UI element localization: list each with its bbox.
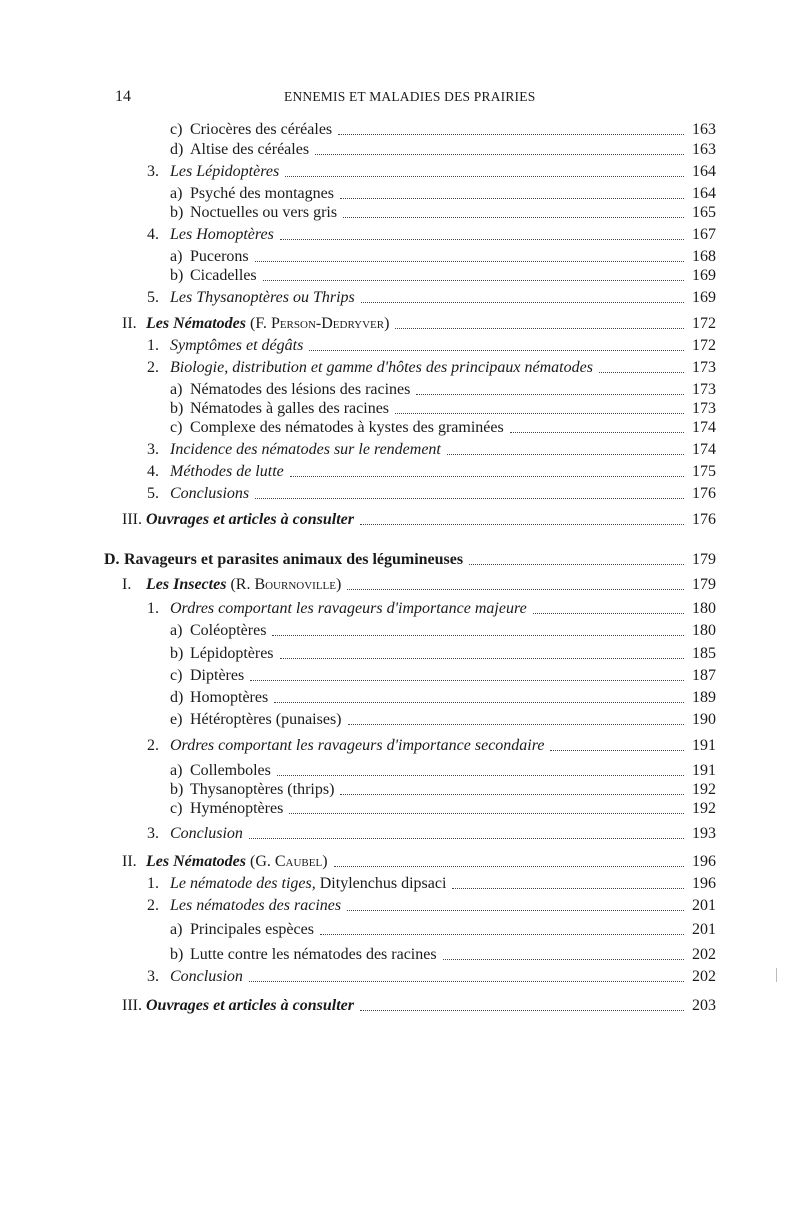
leader-dots xyxy=(416,394,684,395)
entry-title-part: Cicadelles xyxy=(190,267,257,284)
entry-title-part: Conclusions xyxy=(170,485,250,502)
toc-entry xyxy=(170,761,716,781)
toc-entry xyxy=(122,852,716,872)
entry-title-part: Ditylenchus dipsaci xyxy=(315,875,447,892)
toc-entry xyxy=(170,184,716,204)
entry-page-number: 192 xyxy=(692,800,716,817)
toc-entry xyxy=(122,314,716,334)
entry-title-part: Le nématode des tiges, xyxy=(170,875,316,892)
entry-number: b) xyxy=(170,400,184,417)
toc-entry xyxy=(170,203,716,223)
entry-title-part: Symptômes et dégâts xyxy=(170,337,304,354)
toc-entry xyxy=(147,599,716,619)
entry-page-number: 175 xyxy=(692,463,716,480)
entry-title-part: Hyménoptères xyxy=(190,800,284,817)
entry-title xyxy=(170,824,243,844)
page-number: 14 xyxy=(115,88,131,105)
entry-page-number: 190 xyxy=(692,711,716,728)
leader-dots xyxy=(334,866,684,867)
entry-title xyxy=(190,247,249,267)
entry-title-part: Noctuelles ou vers gris xyxy=(190,204,338,221)
entry-title xyxy=(190,920,314,940)
entry-title xyxy=(146,510,354,530)
entry-page-number: 191 xyxy=(692,762,716,779)
entry-title xyxy=(190,140,309,160)
entry-title-part: Hétéroptères (punaises) xyxy=(190,711,342,728)
entry-title xyxy=(190,799,283,819)
leader-dots xyxy=(277,775,684,776)
entry-title-part: Nématodes des lésions des racines xyxy=(190,381,411,398)
entry-title-part: ) xyxy=(384,315,390,332)
entry-title-part: Thysanoptères (thrips) xyxy=(190,781,335,798)
leader-dots xyxy=(348,724,685,725)
entry-number: II. xyxy=(122,853,137,870)
entry-number: 4. xyxy=(147,463,159,480)
entry-title-part: Les Nématodes xyxy=(146,315,246,332)
entry-title xyxy=(190,184,334,204)
entry-title xyxy=(146,996,354,1016)
entry-page-number: 193 xyxy=(692,825,716,842)
leader-dots xyxy=(320,934,684,935)
toc-entry xyxy=(147,736,716,756)
entry-title xyxy=(190,621,266,641)
entry-title xyxy=(190,203,337,223)
leader-dots xyxy=(290,476,684,477)
entry-title xyxy=(190,120,332,140)
entry-title xyxy=(146,575,341,595)
toc-entry xyxy=(170,666,716,686)
entry-page-number: 176 xyxy=(692,511,716,528)
leader-dots xyxy=(347,910,684,911)
entry-title xyxy=(190,688,268,708)
entry-title-part: (R. xyxy=(226,576,255,593)
entry-title-part: Ouvrages et articles à consulter xyxy=(146,511,354,528)
entry-title-part: Ordres comportant les ravageurs d'importance majeure xyxy=(170,600,527,617)
entry-title-part: Lutte contre les nématodes des racines xyxy=(190,946,437,963)
leader-dots xyxy=(550,750,684,751)
toc-entry xyxy=(170,140,716,160)
leader-dots xyxy=(250,680,684,681)
entry-title xyxy=(170,440,441,460)
entry-number: 5. xyxy=(147,289,159,306)
entry-title-part: ) xyxy=(322,853,328,870)
entry-title xyxy=(170,462,284,482)
leader-dots xyxy=(280,658,684,659)
toc-entry xyxy=(147,874,716,894)
entry-title-part: Les Homoptères xyxy=(170,226,274,243)
entry-page-number: 180 xyxy=(692,622,716,639)
leader-dots xyxy=(263,280,684,281)
entry-number: b) xyxy=(170,645,184,662)
running-title: ENNEMIS ET MALADIES DES PRAIRIES xyxy=(284,89,536,104)
entry-page-number: 185 xyxy=(692,645,716,662)
entry-number: a) xyxy=(170,921,183,938)
entry-title-part: Incidence des nématodes sur le rendement xyxy=(170,441,441,458)
entry-title xyxy=(190,266,257,286)
entry-number: c) xyxy=(170,667,183,684)
entry-number: III. xyxy=(122,511,142,528)
toc-entry xyxy=(104,550,716,570)
entry-title xyxy=(190,644,274,664)
leader-dots xyxy=(347,589,684,590)
entry-number: b) xyxy=(170,946,184,963)
entry-title-part: Ravageurs et parasites animaux des légumineuses xyxy=(124,551,464,568)
entry-title xyxy=(170,736,544,756)
toc-entry xyxy=(170,418,716,438)
leader-dots xyxy=(443,959,684,960)
entry-number: d) xyxy=(170,141,184,158)
entry-number: 3. xyxy=(147,825,159,842)
leader-dots xyxy=(469,564,684,565)
entry-title-part: Coléoptères xyxy=(190,622,267,639)
leader-dots xyxy=(289,813,684,814)
entry-number: 1. xyxy=(147,600,159,617)
toc-entry xyxy=(147,824,716,844)
entry-page-number: 167 xyxy=(692,226,716,243)
entry-title xyxy=(190,780,334,800)
entry-page-number: 187 xyxy=(692,667,716,684)
entry-page-number: 191 xyxy=(692,737,716,754)
entry-title xyxy=(170,599,527,619)
entry-title-part: Biologie, distribution et gamme d'hôtes des principaux nématodes xyxy=(170,359,593,376)
entry-number: 3. xyxy=(147,968,159,985)
entry-page-number: 202 xyxy=(692,946,716,963)
entry-title xyxy=(146,852,328,872)
entry-number: 1. xyxy=(147,337,159,354)
entry-title-part: Complexe des nématodes à kystes des graminées xyxy=(190,419,504,436)
entry-title-part: Psyché des montagnes xyxy=(190,185,334,202)
leader-dots xyxy=(272,635,684,636)
entry-title-part: Ouvrages et articles à consulter xyxy=(146,997,354,1014)
toc-entry xyxy=(170,920,716,940)
entry-number: 1. xyxy=(147,875,159,892)
entry-number: a) xyxy=(170,381,183,398)
toc-entry xyxy=(147,484,716,504)
entry-number: b) xyxy=(170,204,184,221)
toc-entry xyxy=(147,896,716,916)
entry-title-part: Ordres comportant les ravageurs d'importance secondaire xyxy=(170,737,545,754)
entry-title-part: Les Thysanoptères ou Thrips xyxy=(170,289,355,306)
leader-dots xyxy=(309,350,684,351)
entry-page-number: 176 xyxy=(692,485,716,502)
entry-title-part: Diptères xyxy=(190,667,245,684)
entry-page-number: 203 xyxy=(692,997,716,1014)
entry-page-number: 179 xyxy=(692,576,716,593)
entry-title-part: Lépidoptères xyxy=(190,645,274,662)
entry-number: 2. xyxy=(147,737,159,754)
entry-title-part: ) xyxy=(336,576,342,593)
leader-dots xyxy=(395,328,684,329)
entry-page-number: 165 xyxy=(692,204,716,221)
leader-dots xyxy=(255,261,684,262)
entry-title-part: Principales espèces xyxy=(190,921,314,938)
entry-page-number: 173 xyxy=(692,400,716,417)
entry-title xyxy=(170,896,341,916)
entry-number: a) xyxy=(170,622,183,639)
entry-page-number: 164 xyxy=(692,185,716,202)
toc-entry xyxy=(147,440,716,460)
toc-entry xyxy=(147,288,716,308)
leader-dots xyxy=(315,154,684,155)
entry-title xyxy=(124,550,463,570)
entry-number: a) xyxy=(170,185,183,202)
entry-number: 3. xyxy=(147,441,159,458)
entry-number: b) xyxy=(170,267,184,284)
entry-number: 4. xyxy=(147,226,159,243)
entry-title-part: Nématodes à galles des racines xyxy=(190,400,390,417)
entry-number: c) xyxy=(170,800,183,817)
toc-entry xyxy=(122,996,716,1016)
entry-page-number: 169 xyxy=(692,267,716,284)
leader-dots xyxy=(395,413,684,414)
entry-title xyxy=(190,399,389,419)
entry-page-number: 201 xyxy=(692,921,716,938)
entry-page-number: 174 xyxy=(692,441,716,458)
entry-title-part: (G. xyxy=(245,853,275,870)
entry-number: D. xyxy=(104,551,120,568)
entry-title xyxy=(170,874,446,894)
entry-title-part: Les Lépidoptères xyxy=(170,163,280,180)
entry-page-number: 196 xyxy=(692,875,716,892)
entry-title-part: (F. xyxy=(245,315,271,332)
entry-number: 5. xyxy=(147,485,159,502)
leader-dots xyxy=(280,239,684,240)
entry-page-number: 169 xyxy=(692,289,716,306)
entry-title-part: Bournoville xyxy=(254,576,336,593)
entry-title-part: Collemboles xyxy=(190,762,271,779)
entry-page-number: 164 xyxy=(692,163,716,180)
entry-page-number: 168 xyxy=(692,248,716,265)
entry-number: II. xyxy=(122,315,137,332)
toc-entry xyxy=(170,688,716,708)
entry-number: d) xyxy=(170,689,184,706)
toc-entry xyxy=(170,945,716,965)
entry-title-part: Les nématodes des racines xyxy=(170,897,342,914)
entry-title xyxy=(170,484,249,504)
toc-entry xyxy=(170,780,716,800)
entry-page-number: 163 xyxy=(692,121,716,138)
entry-title-part: Conclusion xyxy=(170,968,243,985)
entry-page-number: 172 xyxy=(692,337,716,354)
entry-title xyxy=(170,336,303,356)
entry-title xyxy=(170,358,593,378)
entry-title-part: Altise des céréales xyxy=(190,141,310,158)
entry-number: 3. xyxy=(147,163,159,180)
entry-page-number: 173 xyxy=(692,359,716,376)
entry-page-number: 174 xyxy=(692,419,716,436)
entry-page-number: 172 xyxy=(692,315,716,332)
leader-dots xyxy=(338,134,684,135)
entry-page-number: 163 xyxy=(692,141,716,158)
leader-dots xyxy=(249,838,684,839)
toc-entry xyxy=(122,510,716,530)
toc-entry xyxy=(147,225,716,245)
entry-number: III. xyxy=(122,997,142,1014)
leader-dots xyxy=(255,498,684,499)
entry-title xyxy=(190,666,244,686)
leader-dots xyxy=(249,981,684,982)
leader-dots xyxy=(599,372,684,373)
entry-number: c) xyxy=(170,121,183,138)
entry-title xyxy=(190,418,504,438)
entry-title xyxy=(190,761,271,781)
entry-title-part: Méthodes de lutte xyxy=(170,463,284,480)
leader-dots xyxy=(343,217,684,218)
entry-number: 2. xyxy=(147,359,159,376)
entry-number: a) xyxy=(170,762,183,779)
entry-title-part: Caubel xyxy=(274,853,323,870)
entry-title-part: Pucerons xyxy=(190,248,249,265)
leader-dots xyxy=(447,454,684,455)
entry-page-number: 173 xyxy=(692,381,716,398)
toc-entry xyxy=(147,162,716,182)
toc-entry xyxy=(170,120,716,140)
toc-entry xyxy=(147,462,716,482)
entry-title xyxy=(190,380,410,400)
toc-entry xyxy=(170,399,716,419)
entry-number: 2. xyxy=(147,897,159,914)
entry-title xyxy=(146,314,389,334)
entry-number: b) xyxy=(170,781,184,798)
leader-dots xyxy=(274,702,684,703)
entry-title-part: Criocères des céréales xyxy=(190,121,333,138)
toc-entry xyxy=(170,644,716,664)
leader-dots xyxy=(340,198,684,199)
entry-page-number: 192 xyxy=(692,781,716,798)
leader-dots xyxy=(285,176,684,177)
leader-dots xyxy=(340,794,684,795)
entry-title-part: Person-Dedryver xyxy=(270,315,385,332)
entry-page-number: 201 xyxy=(692,897,716,914)
leader-dots xyxy=(360,524,684,525)
entry-page-number: 189 xyxy=(692,689,716,706)
entry-page-number: 179 xyxy=(692,551,716,568)
toc-entry xyxy=(170,799,716,819)
toc-entry xyxy=(170,266,716,286)
entry-title xyxy=(190,710,342,730)
toc-entry xyxy=(147,358,716,378)
toc-entry xyxy=(170,380,716,400)
entry-title xyxy=(170,967,243,987)
leader-dots xyxy=(510,432,684,433)
entry-title-part: Homoptères xyxy=(190,689,269,706)
entry-page-number: 202 xyxy=(692,968,716,985)
toc-entry xyxy=(122,575,716,595)
scan-mark xyxy=(776,968,777,982)
entry-page-number: 180 xyxy=(692,600,716,617)
leader-dots xyxy=(361,302,684,303)
toc-entry xyxy=(147,967,716,987)
entry-title xyxy=(170,288,355,308)
entry-title xyxy=(190,945,437,965)
leader-dots xyxy=(452,888,684,889)
leader-dots xyxy=(360,1010,684,1011)
entry-title xyxy=(170,162,279,182)
toc-entry xyxy=(170,621,716,641)
toc-entry xyxy=(170,247,716,267)
toc-entry xyxy=(170,710,716,730)
entry-title-part: Conclusion xyxy=(170,825,243,842)
entry-number: e) xyxy=(170,711,183,728)
entry-title-part: Les Insectes xyxy=(146,576,227,593)
toc-entry xyxy=(147,336,716,356)
entry-page-number: 196 xyxy=(692,853,716,870)
entry-number: I. xyxy=(122,576,132,593)
entry-title xyxy=(170,225,274,245)
entry-number: a) xyxy=(170,248,183,265)
entry-number: c) xyxy=(170,419,183,436)
leader-dots xyxy=(533,613,684,614)
entry-title-part: Les Nématodes xyxy=(146,853,246,870)
